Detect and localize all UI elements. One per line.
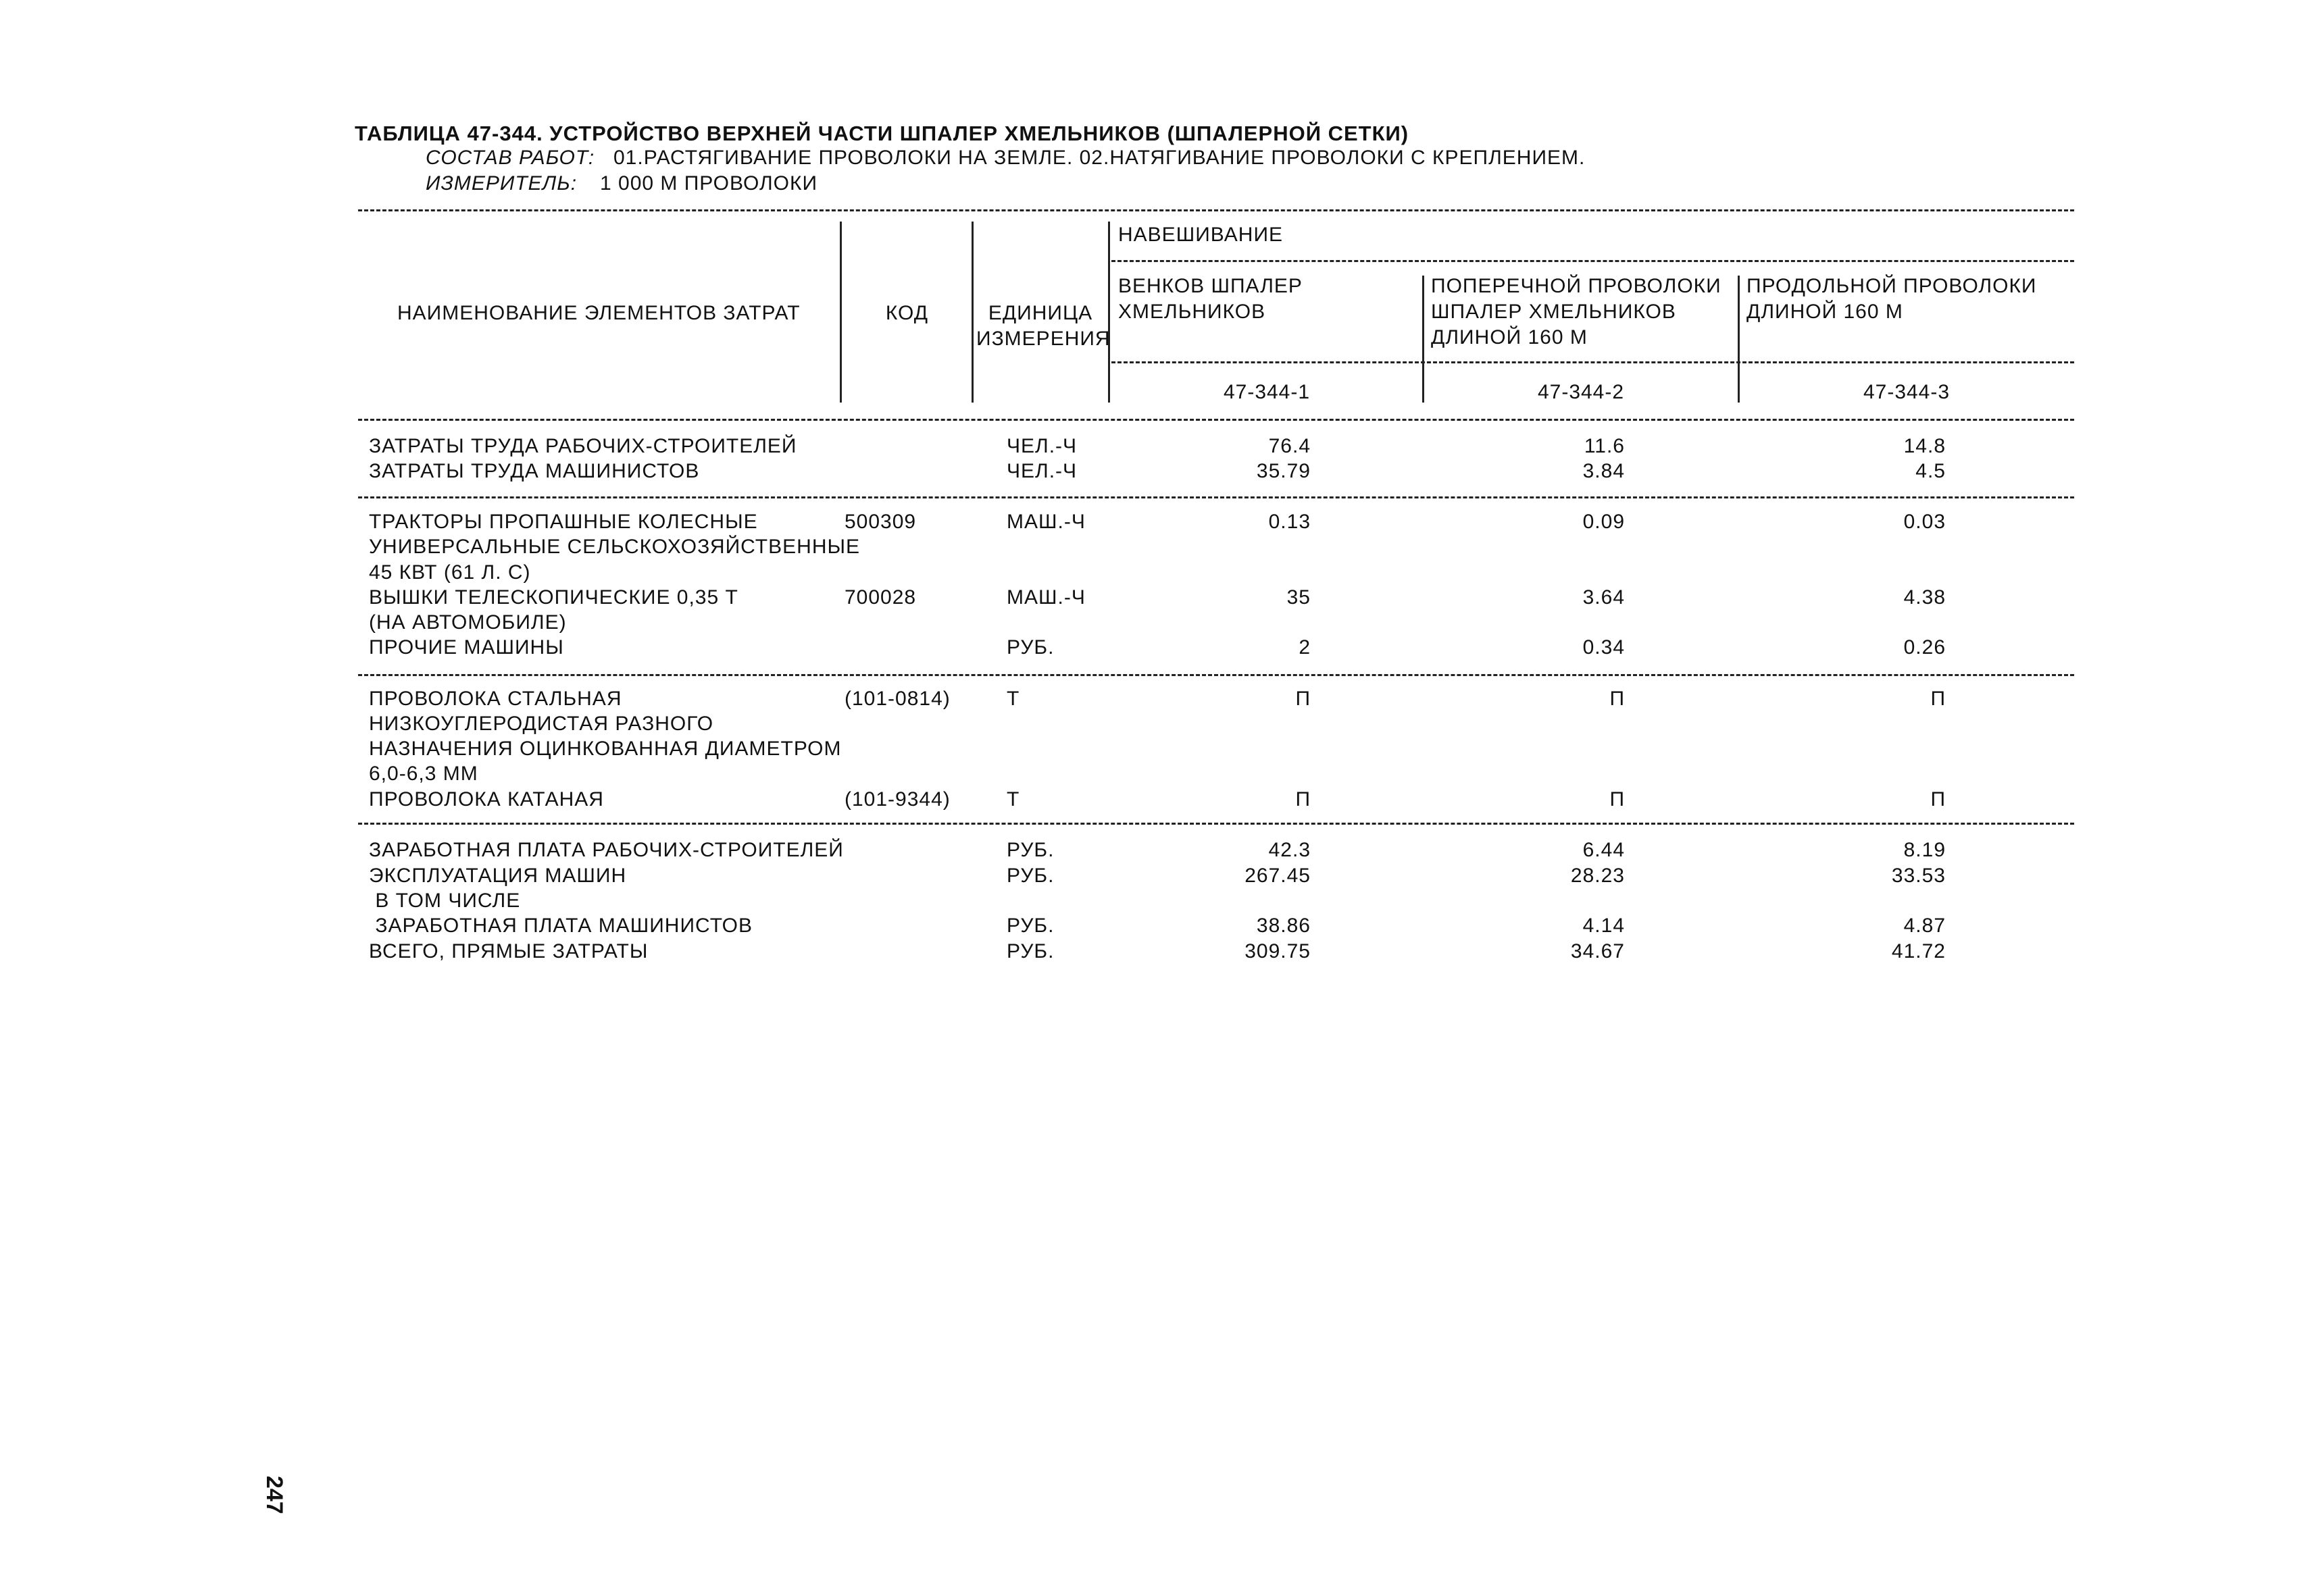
col-divider-c2 — [1738, 276, 1740, 403]
header-c1-line1: ВЕНКОВ ШПАЛЕР — [1118, 275, 1303, 297]
header-name: НАИМЕНОВАНИЕ ЭЛЕМЕНТОВ ЗАТРАТ — [397, 302, 801, 324]
cell-v1: П — [1295, 788, 1311, 810]
cell-code: (101-0814) — [845, 688, 951, 710]
col-divider-name — [840, 222, 842, 403]
cell-v1: 35.79 — [1256, 460, 1311, 482]
header-group-rule — [1111, 260, 2074, 262]
cell-name: (НА АВТОМОБИЛЕ) — [369, 611, 567, 634]
cell-name: ПРОЧИЕ МАШИНЫ — [369, 636, 564, 659]
cell-name: ЗАТРАТЫ ТРУДА РАБОЧИХ-СТРОИТЕЛЕЙ — [369, 435, 797, 457]
header-group: НАВЕШИВАНИЕ — [1118, 224, 1284, 246]
header-code-rule — [1111, 361, 2074, 363]
cell-v1: 35 — [1286, 586, 1311, 609]
cell-name: 6,0-6,3 ММ — [369, 763, 478, 785]
cell-v3: 41.72 — [1891, 940, 1946, 962]
cell-v1: 309.75 — [1244, 940, 1311, 962]
cell-unit: ЧЕЛ.-Ч — [1007, 435, 1078, 457]
cell-v1: 42.3 — [1268, 839, 1311, 861]
cell-unit: МАШ.-Ч — [1007, 586, 1086, 609]
cell-v2: 0.09 — [1582, 511, 1625, 533]
header-top-rule — [358, 209, 2074, 211]
header-bottom-rule — [358, 419, 2074, 421]
cell-name: В ТОМ ЧИСЛЕ — [369, 890, 521, 912]
cell-name: НИЗКОУГЛЕРОДИСТАЯ РАЗНОГО — [369, 713, 714, 735]
cell-v2: 0.34 — [1582, 636, 1625, 659]
cell-v3: 0.03 — [1903, 511, 1946, 533]
cell-v1: 2 — [1299, 636, 1311, 659]
measure-unit-label: ИЗМЕРИТЕЛЬ: — [426, 172, 578, 195]
col-divider-unit — [1108, 222, 1110, 403]
cell-v2: 6.44 — [1582, 839, 1625, 861]
header-code: КОД — [885, 302, 929, 324]
cell-v1: 0.13 — [1268, 511, 1311, 533]
cell-unit: РУБ. — [1007, 839, 1055, 861]
header-c2-code: 47-344-2 — [1537, 381, 1625, 403]
cell-v2: 28.23 — [1570, 865, 1625, 887]
cell-unit: МАШ.-Ч — [1007, 511, 1086, 533]
cell-code: (101-9344) — [845, 788, 951, 810]
cell-v2: 4.14 — [1582, 915, 1625, 937]
header-unit-line1: ЕДИНИЦА — [988, 302, 1093, 324]
col-divider-c1 — [1422, 276, 1424, 403]
cell-code: 500309 — [845, 511, 917, 533]
cell-v3: 0.26 — [1903, 636, 1946, 659]
cell-unit: ЧЕЛ.-Ч — [1007, 460, 1078, 482]
cell-name: ЗАРАБОТНАЯ ПЛАТА МАШИНИСТОВ — [369, 915, 753, 937]
section-rule — [358, 674, 2074, 676]
cell-v3: 8.19 — [1903, 839, 1946, 861]
header-c3-code: 47-344-3 — [1863, 381, 1951, 403]
page-number: 247 — [261, 1476, 287, 1514]
section-rule — [358, 496, 2074, 498]
cell-v2: 3.84 — [1582, 460, 1625, 482]
cell-name: 45 КВТ (61 Л. С) — [369, 561, 531, 584]
cell-v1: 76.4 — [1268, 435, 1311, 457]
cell-v1: 267.45 — [1244, 865, 1311, 887]
cell-unit: РУБ. — [1007, 915, 1055, 937]
cell-v3: П — [1930, 788, 1946, 810]
cell-name: ЭКСПЛУАТАЦИЯ МАШИН — [369, 865, 627, 887]
cell-v2: 11.6 — [1584, 435, 1625, 457]
cell-v2: 34.67 — [1570, 940, 1625, 962]
cell-name: ПРОВОЛОКА КАТАНАЯ — [369, 788, 604, 810]
cell-v3: 4.87 — [1903, 915, 1946, 937]
col-divider-code — [972, 222, 974, 403]
header-c2-line3: ДЛИНОЙ 160 М — [1431, 326, 1588, 349]
cell-code: 700028 — [845, 586, 917, 609]
cell-name: ПРОВОЛОКА СТАЛЬНАЯ — [369, 688, 622, 710]
cell-v3: 4.38 — [1903, 586, 1946, 609]
cell-unit: РУБ. — [1007, 636, 1055, 659]
header-unit-line2: ИЗМЕРЕНИЯ — [976, 328, 1111, 350]
cell-v2: П — [1609, 788, 1625, 810]
cell-name: УНИВЕРСАЛЬНЫЕ СЕЛЬСКОХОЗЯЙСТВЕННЫЕ — [369, 536, 861, 558]
header-c1-code: 47-344-1 — [1223, 381, 1311, 403]
cell-v3: 33.53 — [1891, 865, 1946, 887]
cell-name: ВСЕГО, ПРЯМЫЕ ЗАТРАТЫ — [369, 940, 649, 962]
cell-name: НАЗНАЧЕНИЯ ОЦИНКОВАННАЯ ДИАМЕТРОМ — [369, 738, 842, 760]
cell-name: ЗАТРАТЫ ТРУДА МАШИНИСТОВ — [369, 460, 700, 482]
table-title: ТАБЛИЦА 47-344. УСТРОЙСТВО ВЕРХНЕЙ ЧАСТИ ШПАЛЕР ХМЕЛЬНИКОВ (ШПАЛЕРНОЙ СЕТКИ) — [355, 122, 1409, 145]
cell-v1: 38.86 — [1256, 915, 1311, 937]
header-c3-line1: ПРОДОЛЬНОЙ ПРОВОЛОКИ — [1746, 275, 2037, 297]
cell-v3: 14.8 — [1903, 435, 1946, 457]
cell-name: ТРАКТОРЫ ПРОПАШНЫЕ КОЛЕСНЫЕ — [369, 511, 758, 533]
cell-v2: П — [1609, 688, 1625, 710]
cell-v2: 3.64 — [1582, 586, 1625, 609]
cell-name: ВЫШКИ ТЕЛЕСКОПИЧЕСКИЕ 0,35 Т — [369, 586, 738, 609]
header-c2-line2: ШПАЛЕР ХМЕЛЬНИКОВ — [1431, 301, 1676, 323]
cell-name: ЗАРАБОТНАЯ ПЛАТА РАБОЧИХ-СТРОИТЕЛЕЙ — [369, 839, 844, 861]
cell-unit: Т — [1007, 788, 1020, 810]
cell-v3: 4.5 — [1915, 460, 1946, 482]
header-c1-line2: ХМЕЛЬНИКОВ — [1118, 301, 1266, 323]
cell-unit: РУБ. — [1007, 940, 1055, 962]
work-composition-label: СОСТАВ РАБОТ: — [426, 147, 595, 169]
section-rule — [358, 823, 2074, 825]
measure-unit-text: 1 000 М ПРОВОЛОКИ — [600, 172, 818, 195]
work-composition-text: 01.РАСТЯГИВАНИЕ ПРОВОЛОКИ НА ЗЕМЛЕ. 02.НАТЯГИВАНИЕ ПРОВОЛОКИ С КРЕПЛЕНИЕМ. — [613, 147, 1586, 169]
cell-unit: РУБ. — [1007, 865, 1055, 887]
header-c2-line1: ПОПЕРЕЧНОЙ ПРОВОЛОКИ — [1431, 275, 1721, 297]
cell-v1: П — [1295, 688, 1311, 710]
header-c3-line2: ДЛИНОЙ 160 М — [1746, 301, 1903, 323]
cell-v3: П — [1930, 688, 1946, 710]
cell-unit: Т — [1007, 688, 1020, 710]
